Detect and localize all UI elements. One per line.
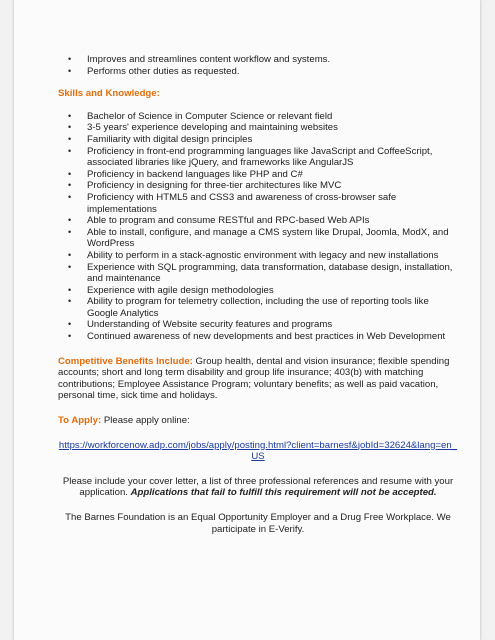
apply-link-paragraph (58, 440, 458, 463)
list-item: • Proficiency in designing for three-tier architectures like MVC (58, 180, 458, 192)
instructions-text: Please include your cover letter, a list of three professional references and resume with your application. (62, 475, 454, 499)
apply-url-link[interactable]: https://workforcenow.adp.com/jobs/apply/posting.html?client=barnesf&jobId=32624&lang=en_US (58, 439, 458, 463)
list-item: • Continued awareness of new developments and best practices in Web Development (58, 331, 458, 343)
apply-paragraph (58, 415, 458, 427)
list-item: • Understanding of Website security features and programs (58, 319, 458, 331)
list-item: • Bachelor of Science in Computer Science or relevant field (58, 111, 458, 123)
list-item: • Experience with SQL programming, data transformation, database design, installation, and maintenance (58, 262, 458, 285)
benefits-paragraph (58, 356, 458, 402)
eeo-statement: The Barnes Foundation is an Equal Opportunity Employer and a Drug Free Workplace. We participate in E-Verify. (65, 512, 451, 535)
instructions-paragraph (58, 476, 458, 499)
list-item: • Proficiency with HTML5 and CSS3 and awareness of cross-browser safe implementations (58, 192, 458, 215)
list-item: • Familiarity with digital design principles (58, 134, 458, 146)
list-item: • Ability to perform in a stack-agnostic environment with legacy and new installations (58, 250, 458, 262)
list-item: • Ability to program for telemetry collection, including the use of reporting tools like Google Analytics (58, 296, 458, 319)
list-item: • 3-5 years' experience developing and maintaining websites (58, 122, 458, 134)
apply-text: Please apply online: (101, 415, 190, 427)
list-item: • Able to program and consume RESTful and RPC-based Web APIs (58, 215, 458, 227)
skills-heading: Skills and Knowledge: (58, 88, 160, 100)
benefits-text: Group health, dental and vision insurance; flexible spending accounts; short and long term disability and group life insurance; 403(b) with matching contributions; Employee Assistance Program; voluntary benefits; as well as paid vacation, personal time, sick time and holidays. (58, 355, 450, 402)
list-item: • Proficiency in backend languages like PHP and C# (58, 169, 458, 181)
document-page (14, 0, 480, 640)
skills-list (58, 111, 458, 343)
benefits-heading: Competitive Benefits Include: (58, 355, 193, 367)
duties-list (58, 54, 458, 77)
list-item: • Performs other duties as requested. (58, 66, 458, 78)
list-item: • Experience with agile design methodologies (58, 285, 458, 297)
list-item: • Improves and streamlines content workflow and systems. (58, 54, 458, 66)
apply-heading: To Apply: (58, 415, 102, 427)
list-item: • Proficiency in front-end programming languages like JavaScript and CoffeeScript, associated libraries like jQuery, and frameworks like AngularJS (58, 146, 458, 169)
requirement-warning: Applications that fail to fulfill this requirement will not be accepted. (130, 487, 437, 499)
list-item: • Able to install, configure, and manage a CMS system like Drupal, Joomla, ModX, and WordPress (58, 227, 458, 250)
document-content (58, 54, 458, 535)
